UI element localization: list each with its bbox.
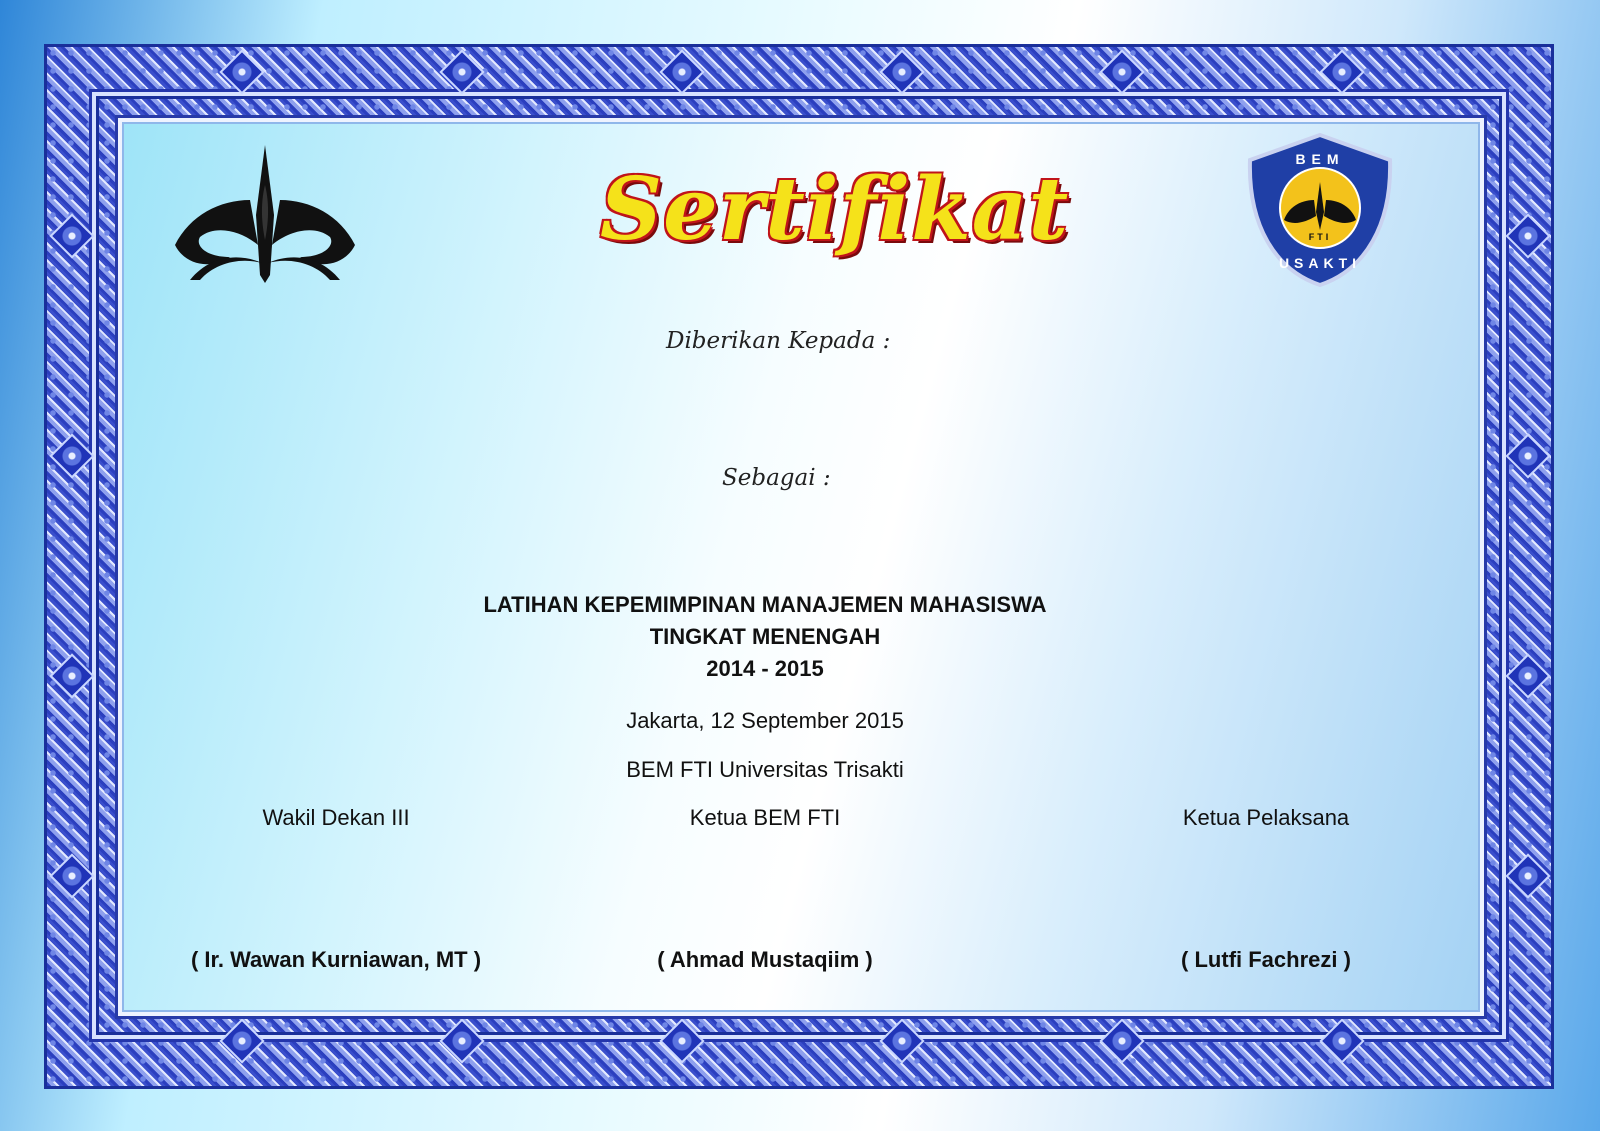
- signatory-role-ketua-pelaksana: Ketua Pelaksana: [1182, 805, 1350, 830]
- badge-middle-text: FTI: [1308, 232, 1332, 242]
- as-label: Sebagai :: [722, 465, 831, 491]
- certificate-title: Sertifikat: [600, 159, 1070, 260]
- organizer: BEM FTI Universitas Trisakti: [626, 757, 904, 782]
- badge-bottom-text: USAKTI: [1278, 255, 1362, 271]
- trisakti-emblem-icon: [170, 145, 360, 285]
- badge-top-text: BEM: [1295, 151, 1345, 167]
- event-title-line1: LATIHAN KEPEMIMPINAN MANAJEMEN MAHASISWA: [483, 592, 1047, 617]
- event-title-line2: TINGKAT MENENGAH: [649, 624, 881, 649]
- signatory-name-ketua-pelaksana: ( Lutfi Fachrezi ): [1181, 947, 1351, 972]
- signatory-name-wakil-dekan: ( Ir. Wawan Kurniawan, MT ): [190, 947, 482, 972]
- place-date: Jakarta, 12 September 2015: [626, 708, 904, 733]
- event-year: 2014 - 2015: [706, 656, 824, 681]
- given-to-label: Diberikan Kepada :: [666, 328, 891, 354]
- bem-usakti-badge-icon: [1240, 130, 1400, 290]
- signatory-name-ketua-bem: ( Ahmad Mustaqiim ): [657, 947, 873, 972]
- signatory-role-wakil-dekan: Wakil Dekan III: [262, 805, 410, 830]
- signatory-role-ketua-bem: Ketua BEM FTI: [689, 805, 841, 830]
